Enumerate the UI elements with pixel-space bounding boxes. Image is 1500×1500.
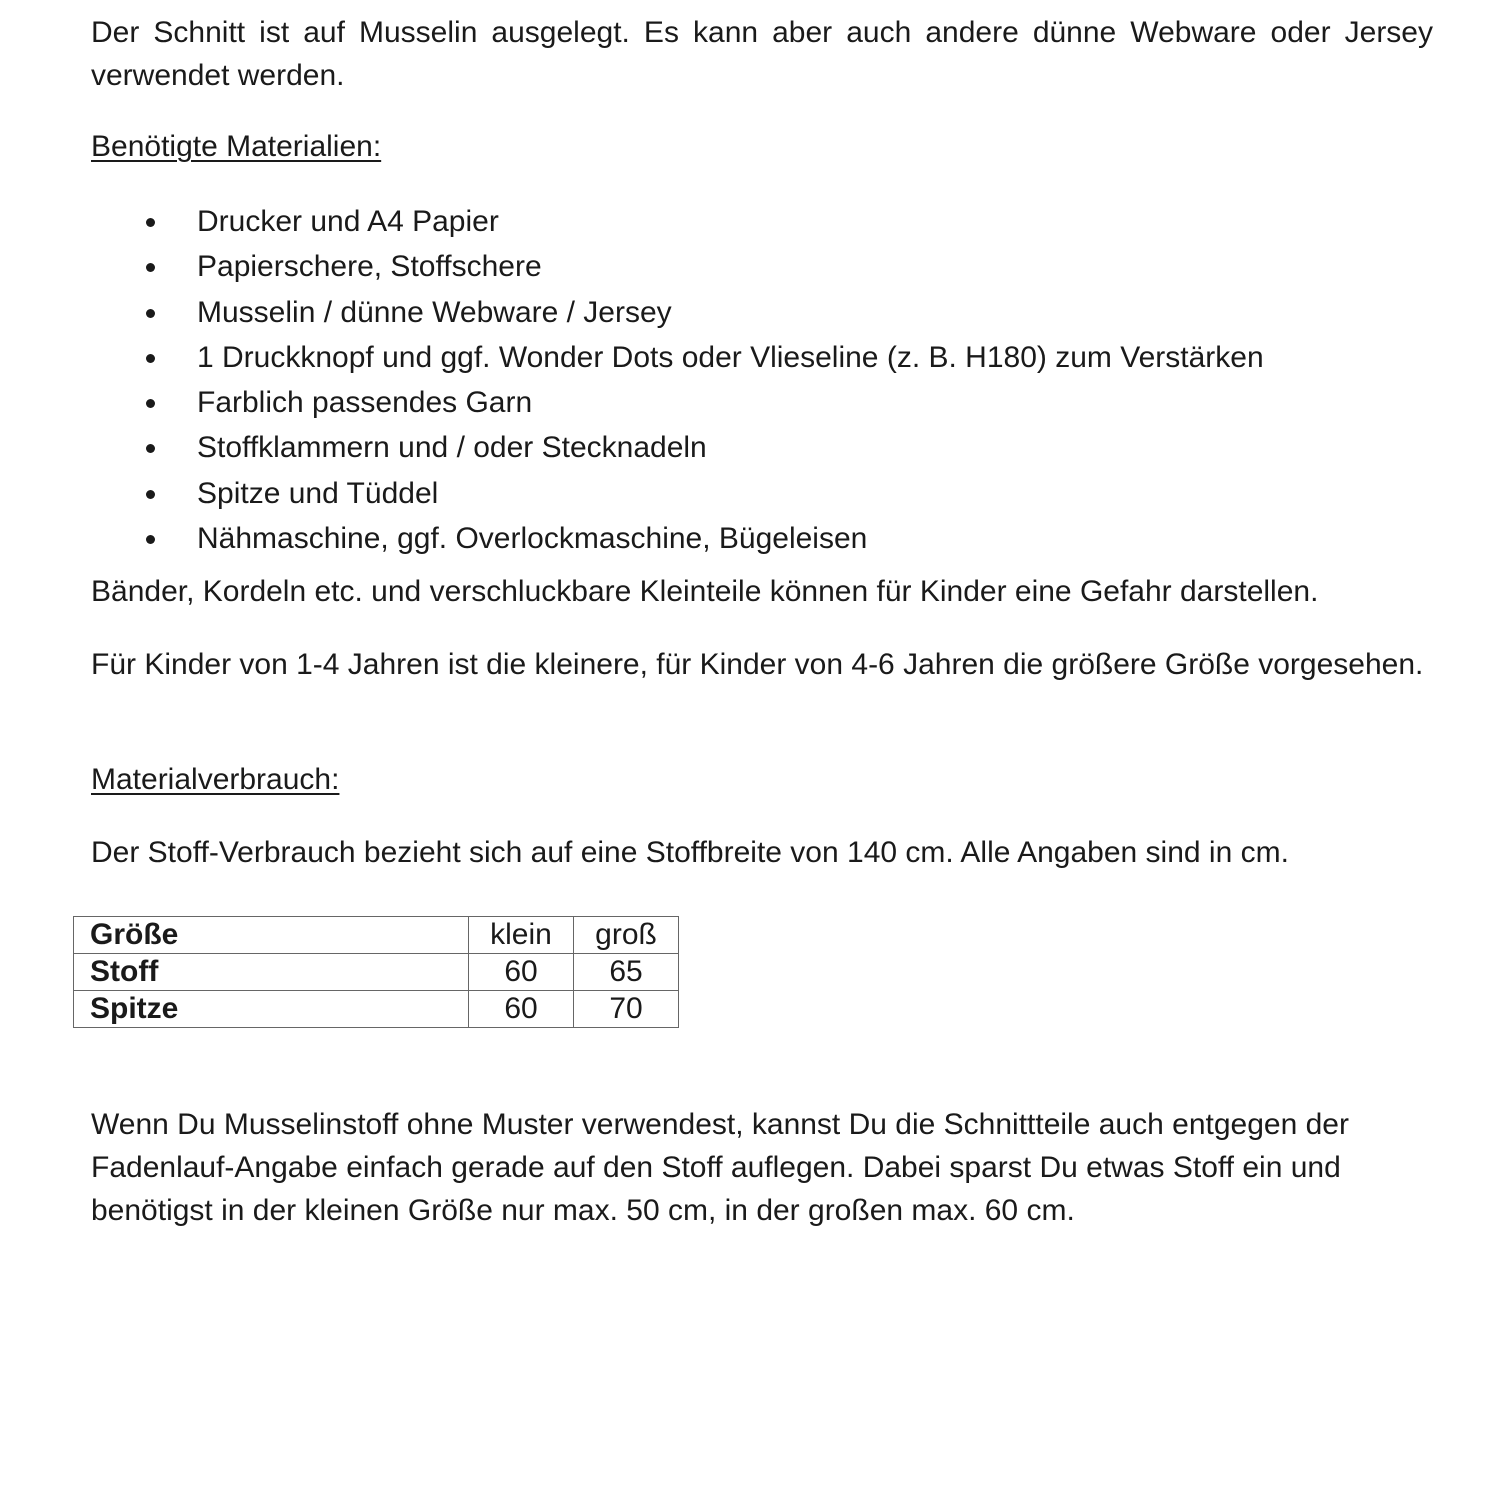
list-item xyxy=(91,471,1264,516)
table-row xyxy=(74,991,679,1028)
bullet-icon xyxy=(146,263,155,272)
header-size-label: Größe xyxy=(74,917,469,954)
bullet-icon xyxy=(146,218,155,227)
age-note: Für Kinder von 1-4 Jahren ist die kleinere, für Kinder von 4-6 Jahren die größere Größe vorgesehen. xyxy=(91,648,1424,681)
header-large: groß xyxy=(574,917,679,954)
list-item xyxy=(91,335,1264,380)
list-item xyxy=(91,290,1264,335)
bullet-icon xyxy=(146,490,155,499)
row-label: Stoff xyxy=(74,954,469,991)
bullet-icon xyxy=(146,399,155,408)
bullet-icon xyxy=(146,354,155,363)
list-item-text: Papierschere, Stoffschere xyxy=(197,250,542,284)
list-item-text: Nähmaschine, ggf. Overlockmaschine, Bügeleisen xyxy=(197,522,868,556)
list-item-text: Musselin / dünne Webware / Jersey xyxy=(197,295,672,329)
list-item xyxy=(91,425,1264,470)
size-table-container xyxy=(73,916,679,1028)
list-item-text: 1 Druckknopf und ggf. Wonder Dots oder Vlieseline (z. B. H180) zum Verstärken xyxy=(197,340,1264,374)
size-table xyxy=(73,916,679,1028)
table-row xyxy=(74,954,679,991)
list-item xyxy=(91,244,1264,289)
outro-paragraph: Wenn Du Musselinstoff ohne Muster verwendest, kannst Du die Schnittteile auch entgegen der Fadenlauf-Angabe einfach gerade auf den Stoff auflegen. Dabei sparst Du etwas Stoff ein und benötigst in der kleinen Größe nur max. 50 cm, in der großen max. 60 cm. xyxy=(91,1108,1349,1227)
consumption-text: Der Stoff-Verbrauch bezieht sich auf eine Stoffbreite von 140 cm. Alle Angaben sind in cm. xyxy=(91,836,1289,869)
row-label: Spitze xyxy=(74,991,469,1028)
row-large-value: 65 xyxy=(574,954,679,991)
list-item-text: Spitze und Tüddel xyxy=(197,476,439,510)
safety-warning: Bänder, Kordeln etc. und verschluckbare Kleinteile können für Kinder eine Gefahr darstellen. xyxy=(91,575,1319,608)
header-small: klein xyxy=(469,917,574,954)
row-small-value: 60 xyxy=(469,954,574,991)
bullet-icon xyxy=(146,535,155,544)
list-item-text: Farblich passendes Garn xyxy=(197,386,533,420)
materials-list xyxy=(91,199,1264,561)
materials-heading: Benötigte Materialien: xyxy=(91,130,382,163)
list-item xyxy=(91,516,1264,561)
list-item-text: Drucker und A4 Papier xyxy=(197,205,499,238)
bullet-icon xyxy=(146,444,155,453)
list-item-text: Stoffklammern und / oder Stecknadeln xyxy=(197,431,707,465)
bullet-icon xyxy=(146,309,155,318)
list-item xyxy=(91,380,1264,425)
row-small-value: 60 xyxy=(469,991,574,1028)
table-header-row xyxy=(74,917,679,954)
intro-paragraph: Der Schnitt ist auf Musselin ausgelegt. Es kann aber auch andere dünne Webware oder Jersey verwendet werden. xyxy=(91,16,1433,92)
list-item xyxy=(91,199,1264,244)
consumption-heading: Materialverbrauch: xyxy=(91,763,340,796)
row-large-value: 70 xyxy=(574,991,679,1028)
